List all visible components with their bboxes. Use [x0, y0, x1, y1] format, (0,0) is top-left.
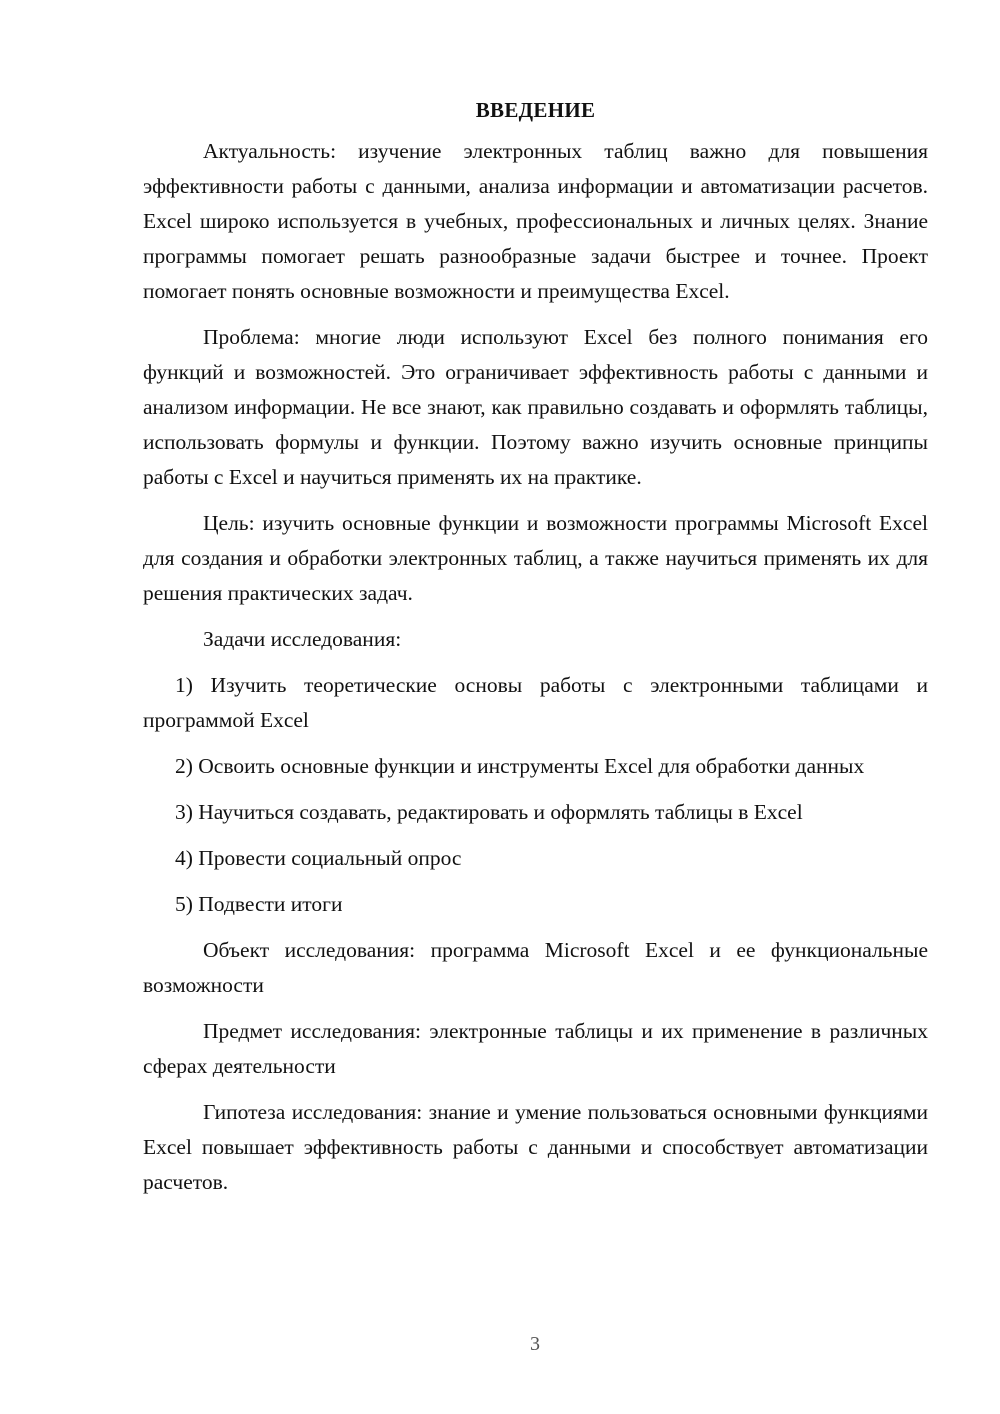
document-page: [143, 96, 928, 1211]
page-number: 3: [530, 1333, 540, 1355]
task-item-4: 4) Провести социальный опрос: [175, 846, 462, 870]
paragraph-problem: Проблема: многие люди используют Excel без полного понимания его функций и возможностей. Это ограничивает эффективность работы с данными и анализом информации. Не все знают, как правильно создавать и оформлять таблицы, использовать формулы и функции. Поэтому важно изучить основные принципы работы с Excel и научиться применять их на практике.: [143, 325, 928, 489]
paragraph-object: Объект исследования: программа Microsoft Excel и ее функциональные возможности: [143, 938, 928, 997]
tasks-heading: Задачи исследования:: [203, 627, 402, 651]
paragraph-subject: Предмет исследования: электронные таблицы и их применение в различных сферах деятельности: [143, 1019, 928, 1078]
paragraph-hypothesis: Гипотеза исследования: знание и умение пользоваться основными функциями Excel повышает эффективность работы с данными и способствует автоматизации расчетов.: [143, 1100, 928, 1194]
task-item-1: 1) Изучить теоретические основы работы с электронными таблицами и программой Excel: [143, 673, 928, 732]
task-item-3: 3) Научиться создавать, редактировать и оформлять таблицы в Excel: [175, 800, 803, 824]
task-item-5: 5) Подвести итоги: [175, 892, 343, 916]
paragraph-goal: Цель: изучить основные функции и возможности программы Microsoft Excel для создания и обработки электронных таблиц, а также научиться применять их для решения практических задач.: [143, 511, 928, 605]
paragraph-relevance: Актуальность: изучение электронных таблиц важно для повышения эффективности работы с данными, анализа информации и автоматизации расчетов. Excel широко используется в учебных, профессиональных и личных целях. Знание программы помогает решать разнообразные задачи быстрее и точнее. Проект помогает понять основные возможности и преимущества Excel.: [143, 139, 928, 303]
task-item-2: 2) Освоить основные функции и инструменты Excel для обработки данных: [175, 754, 865, 778]
page-title: ВВЕДЕНИЕ: [475, 98, 596, 122]
